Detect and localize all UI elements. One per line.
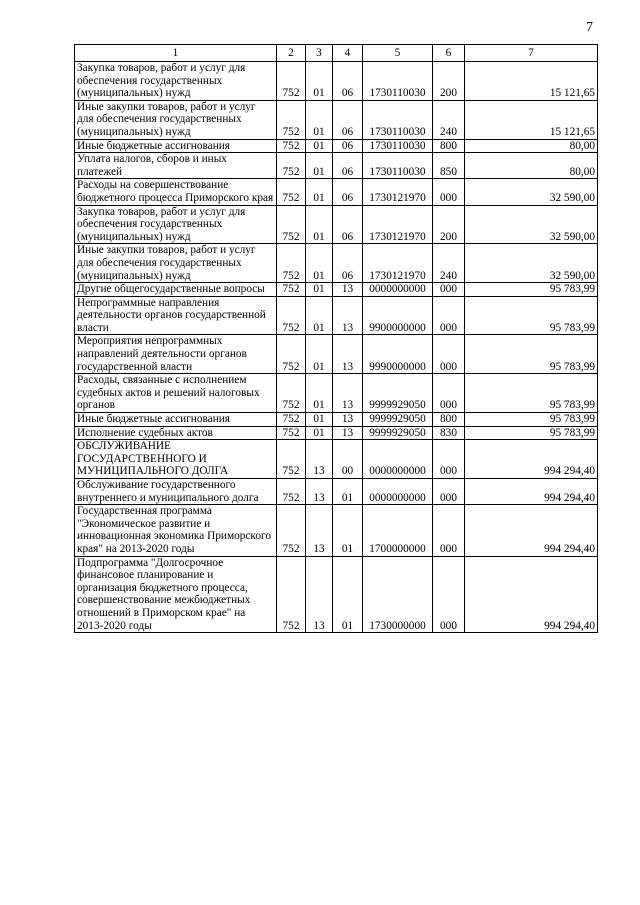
row-name: Мероприятия непрограммных направлений деятельности органов государственной власти: [75, 335, 277, 374]
row-subsection: 13: [333, 413, 363, 427]
row-section: 01: [306, 283, 333, 297]
row-subsection: 13: [333, 283, 363, 297]
row-admin-code: 752: [277, 335, 306, 374]
row-expense-type: 240: [433, 244, 465, 283]
row-target-item: 1700000000: [363, 505, 433, 556]
row-name: Исполнение судебных актов: [75, 426, 277, 440]
row-expense-type: 000: [433, 440, 465, 479]
row-target-item: 9999929050: [363, 374, 433, 413]
row-expense-type: 000: [433, 479, 465, 505]
row-amount: 80,00: [465, 139, 598, 153]
row-target-item: 1730110030: [363, 100, 433, 139]
row-name: Подпрограмма "Долгосрочное финансовое планирование и организация бюджетного процесса, совершенствование межбюджетных отношений в Приморском крае" на 2013-2020 годы: [75, 556, 277, 633]
row-target-item: 9990000000: [363, 335, 433, 374]
row-name: Расходы, связанные с исполнением судебных актов и решений налоговых органов: [75, 374, 277, 413]
row-admin-code: 752: [277, 179, 306, 205]
row-section: 01: [306, 153, 333, 179]
row-section: 13: [306, 556, 333, 633]
row-subsection: 06: [333, 139, 363, 153]
row-expense-type: 000: [433, 283, 465, 297]
row-expense-type: 000: [433, 505, 465, 556]
column-header: 4: [333, 45, 363, 62]
row-section: 01: [306, 244, 333, 283]
row-amount: 95 783,99: [465, 335, 598, 374]
row-section: 13: [306, 440, 333, 479]
row-expense-type: 830: [433, 426, 465, 440]
row-expense-type: 000: [433, 556, 465, 633]
table-row: [75, 153, 598, 179]
column-header: 7: [465, 45, 598, 62]
row-admin-code: 752: [277, 139, 306, 153]
table-row: [75, 296, 598, 335]
row-section: 01: [306, 62, 333, 101]
row-target-item: 0000000000: [363, 283, 433, 297]
row-target-item: 0000000000: [363, 479, 433, 505]
table-row: [75, 179, 598, 205]
row-amount: 95 783,99: [465, 296, 598, 335]
row-name: Расходы на совершенствование бюджетного процесса Приморского края: [75, 179, 277, 205]
row-name: ОБСЛУЖИВАНИЕ ГОСУДАРСТВЕННОГО И МУНИЦИПАЛЬНОГО ДОЛГА: [75, 440, 277, 479]
row-amount: 32 590,00: [465, 205, 598, 244]
row-expense-type: 850: [433, 153, 465, 179]
row-subsection: 01: [333, 556, 363, 633]
page-number: 7: [586, 20, 593, 35]
row-target-item: 0000000000: [363, 440, 433, 479]
table-header-row: [75, 45, 598, 62]
column-header: 6: [433, 45, 465, 62]
row-subsection: 06: [333, 205, 363, 244]
row-section: 01: [306, 179, 333, 205]
row-admin-code: 752: [277, 62, 306, 101]
row-subsection: 01: [333, 505, 363, 556]
table-row: [75, 413, 598, 427]
row-target-item: 1730110030: [363, 153, 433, 179]
row-section: 01: [306, 100, 333, 139]
row-target-item: 1730000000: [363, 556, 433, 633]
row-amount: 95 783,99: [465, 374, 598, 413]
column-header: 2: [277, 45, 306, 62]
row-admin-code: 752: [277, 296, 306, 335]
table-row: [75, 505, 598, 556]
table-row: [75, 479, 598, 505]
row-amount: 32 590,00: [465, 244, 598, 283]
row-admin-code: 752: [277, 505, 306, 556]
row-expense-type: 800: [433, 139, 465, 153]
row-amount: 32 590,00: [465, 179, 598, 205]
row-section: 01: [306, 426, 333, 440]
row-section: 01: [306, 205, 333, 244]
row-name: Государственная программа "Экономическое развитие и инновационная экономика Приморского края" на 2013-2020 годы: [75, 505, 277, 556]
table-row: [75, 62, 598, 101]
row-amount: 994 294,40: [465, 479, 598, 505]
row-section: 01: [306, 139, 333, 153]
row-expense-type: 200: [433, 205, 465, 244]
row-amount: 994 294,40: [465, 556, 598, 633]
row-expense-type: 000: [433, 335, 465, 374]
table-row: [75, 374, 598, 413]
row-name: Иные закупки товаров, работ и услуг для обеспечения государственных (муниципальных) нужд: [75, 244, 277, 283]
row-name: Закупка товаров, работ и услуг для обеспечения государственных (муниципальных) нужд: [75, 205, 277, 244]
row-section: 13: [306, 479, 333, 505]
column-header: 3: [306, 45, 333, 62]
row-amount: 95 783,99: [465, 283, 598, 297]
row-name: Уплата налогов, сборов и иных платежей: [75, 153, 277, 179]
table-row: [75, 335, 598, 374]
row-target-item: 1730121970: [363, 179, 433, 205]
row-admin-code: 752: [277, 153, 306, 179]
row-target-item: 1730121970: [363, 205, 433, 244]
row-admin-code: 752: [277, 426, 306, 440]
row-expense-type: 240: [433, 100, 465, 139]
row-admin-code: 752: [277, 556, 306, 633]
row-name: Иные бюджетные ассигнования: [75, 139, 277, 153]
row-admin-code: 752: [277, 100, 306, 139]
row-target-item: 1730110030: [363, 139, 433, 153]
row-subsection: 00: [333, 440, 363, 479]
table-row: [75, 139, 598, 153]
row-target-item: 1730110030: [363, 62, 433, 101]
row-section: 01: [306, 374, 333, 413]
row-admin-code: 752: [277, 374, 306, 413]
table-row: [75, 244, 598, 283]
column-header: 1: [75, 45, 277, 62]
row-name: Обслуживание государственного внутреннего и муниципального долга: [75, 479, 277, 505]
row-admin-code: 752: [277, 440, 306, 479]
row-subsection: 13: [333, 374, 363, 413]
row-name: Другие общегосударственные вопросы: [75, 283, 277, 297]
column-header: 5: [363, 45, 433, 62]
row-subsection: 13: [333, 296, 363, 335]
row-subsection: 01: [333, 479, 363, 505]
row-subsection: 06: [333, 244, 363, 283]
row-name: Иные закупки товаров, работ и услуг для обеспечения государственных (муниципальных) нужд: [75, 100, 277, 139]
table-row: [75, 205, 598, 244]
row-admin-code: 752: [277, 413, 306, 427]
table-row: [75, 556, 598, 633]
row-section: 01: [306, 335, 333, 374]
row-name: Иные бюджетные ассигнования: [75, 413, 277, 427]
row-amount: 994 294,40: [465, 440, 598, 479]
row-admin-code: 752: [277, 244, 306, 283]
row-target-item: 9999929050: [363, 413, 433, 427]
row-amount: 95 783,99: [465, 426, 598, 440]
row-section: 13: [306, 505, 333, 556]
row-admin-code: 752: [277, 205, 306, 244]
row-subsection: 06: [333, 153, 363, 179]
row-target-item: 9999929050: [363, 426, 433, 440]
row-admin-code: 752: [277, 479, 306, 505]
row-amount: 994 294,40: [465, 505, 598, 556]
table-body: [75, 62, 598, 633]
row-expense-type: 800: [433, 413, 465, 427]
table-row: [75, 426, 598, 440]
row-amount: 95 783,99: [465, 413, 598, 427]
row-expense-type: 000: [433, 374, 465, 413]
row-amount: 80,00: [465, 153, 598, 179]
row-subsection: 06: [333, 100, 363, 139]
row-admin-code: 752: [277, 283, 306, 297]
row-name: Непрограммные направления деятельности органов государственной власти: [75, 296, 277, 335]
row-amount: 15 121,65: [465, 62, 598, 101]
row-expense-type: 000: [433, 179, 465, 205]
row-name: Закупка товаров, работ и услуг для обеспечения государственных (муниципальных) нужд: [75, 62, 277, 101]
row-expense-type: 200: [433, 62, 465, 101]
row-subsection: 13: [333, 426, 363, 440]
row-subsection: 06: [333, 62, 363, 101]
table-row: [75, 283, 598, 297]
table-row: [75, 440, 598, 479]
row-expense-type: 000: [433, 296, 465, 335]
row-subsection: 06: [333, 179, 363, 205]
row-amount: 15 121,65: [465, 100, 598, 139]
row-target-item: 1730121970: [363, 244, 433, 283]
row-section: 01: [306, 413, 333, 427]
row-subsection: 13: [333, 335, 363, 374]
budget-table: [74, 44, 598, 633]
table-row: [75, 100, 598, 139]
row-section: 01: [306, 296, 333, 335]
row-target-item: 9900000000: [363, 296, 433, 335]
